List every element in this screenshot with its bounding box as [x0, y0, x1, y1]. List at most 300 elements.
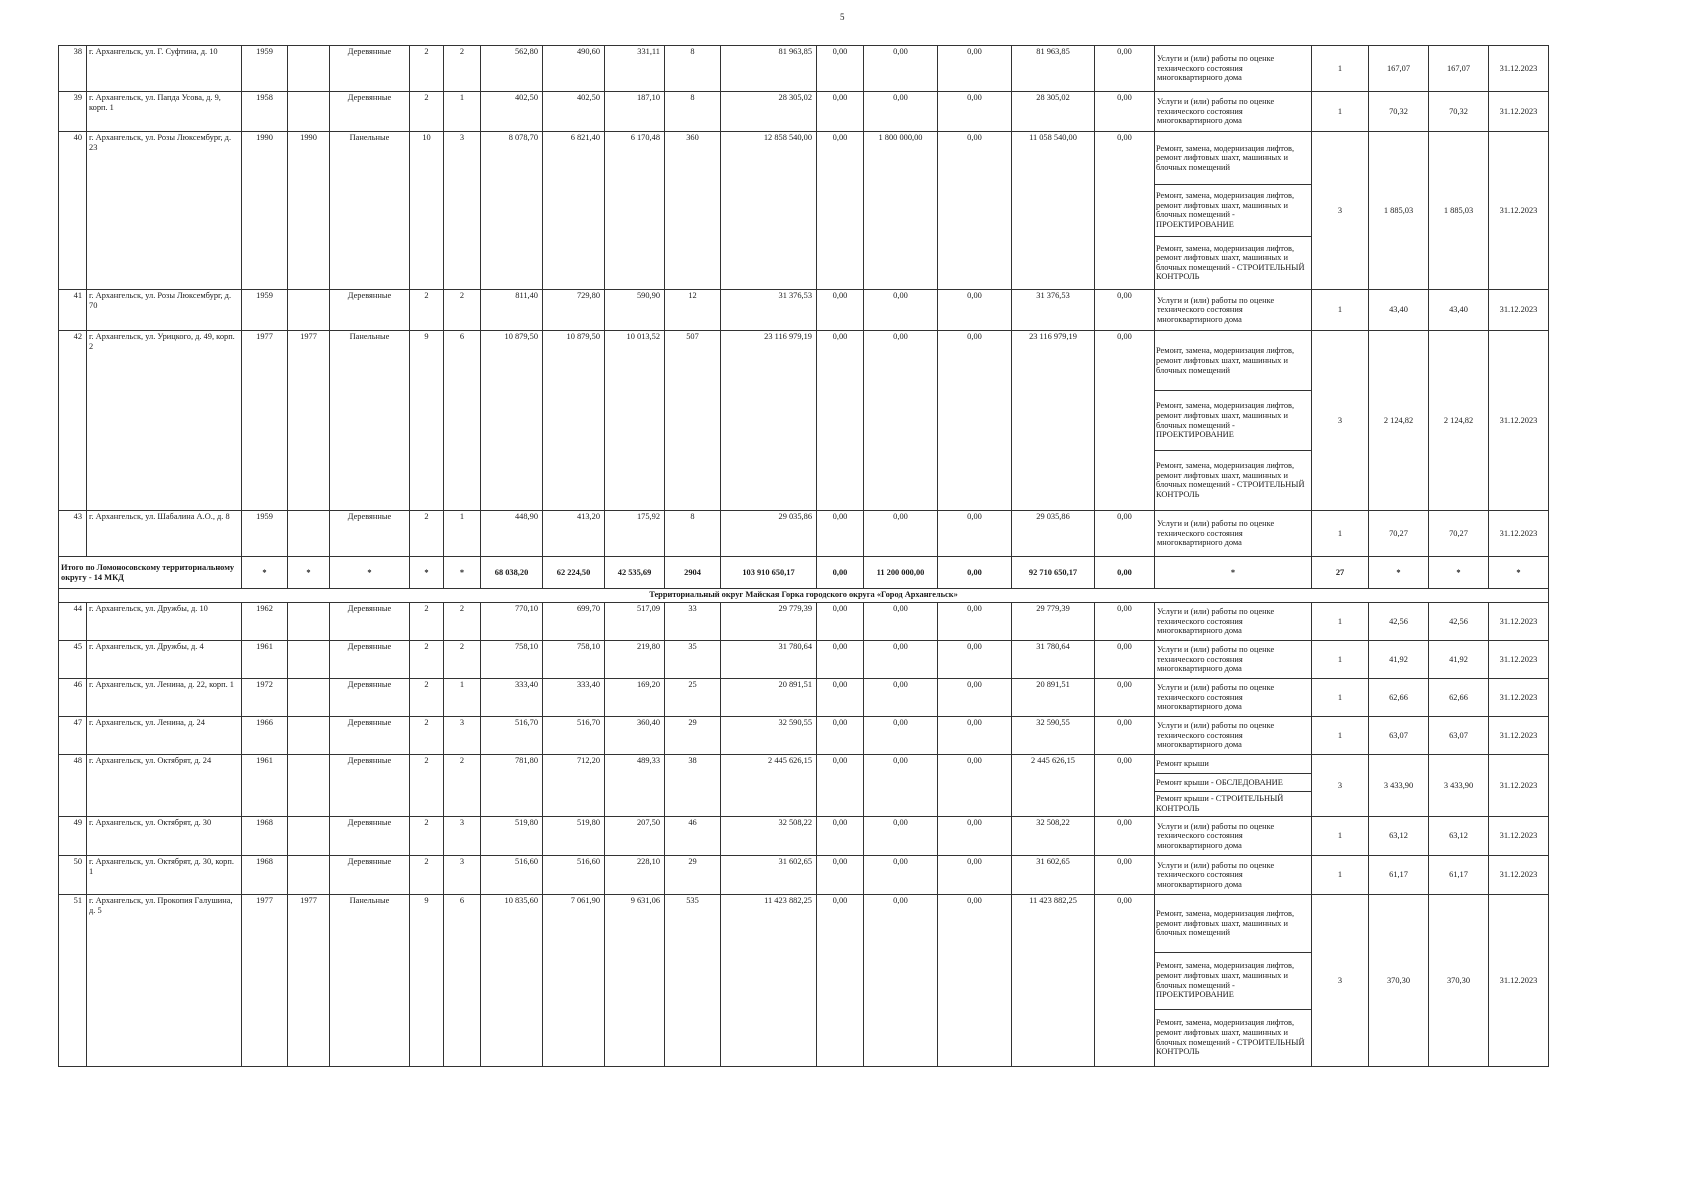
build-year-cell: 1961	[242, 641, 288, 679]
max-unit-cost-cell: 70,27	[1429, 511, 1489, 557]
section-title: Территориальный округ Майская Горка городского округа «Город Архангельск»	[59, 589, 1549, 603]
work-item: Услуги и (или) работы по оценке технического состояния многоквартирного дома	[1157, 519, 1275, 548]
premises-area-cell: 7 061,90	[543, 895, 605, 1067]
wall-material-cell: Деревянные	[330, 603, 410, 641]
fund-cell-3: 0,00	[938, 132, 1012, 290]
owners-funds-cell: 32 508,22	[1012, 817, 1095, 856]
entrances-cell: 2	[444, 46, 481, 92]
works-cell	[1155, 132, 1312, 290]
work-item: Ремонт, замена, модернизация лифтов, ремонт лифтовых шахт, машинных и блочных помещений	[1155, 133, 1311, 185]
address-cell: г. Архангельск, ул. Прокопия Галушина, д. 5	[87, 895, 242, 1067]
works-cell	[1155, 679, 1312, 717]
table-row	[59, 290, 1549, 331]
deadline-cell: 31.12.2023	[1489, 603, 1549, 641]
residents-cell: 8	[665, 46, 721, 92]
entrances-cell: 2	[444, 755, 481, 817]
fund-cell-5: 0,00	[1095, 717, 1155, 755]
total-area-cell: 10 835,60	[481, 895, 543, 1067]
table-row	[59, 331, 1549, 511]
unit-cost-cell: 1 885,03	[1369, 132, 1429, 290]
residential-area-cell: 207,50	[605, 817, 665, 856]
fund-cell-3: 0,00	[938, 895, 1012, 1067]
fund-cell-1: 0,00	[817, 679, 864, 717]
work-item: Ремонт, замена, модернизация лифтов, ремонт лифтовых шахт, машинных и блочных помещений - СТРОИТЕЛЬНЫЙ КОНТРОЛЬ	[1156, 1018, 1305, 1057]
deadline-cell: 31.12.2023	[1489, 856, 1549, 895]
premises-area-cell: 519,80	[543, 817, 605, 856]
fund-cell-1: 0,00	[817, 132, 864, 290]
residents-cell: 38	[665, 755, 721, 817]
fund-cell-3: 0,00	[938, 290, 1012, 331]
unit-cost-cell: 370,30	[1369, 895, 1429, 1067]
owners-funds-cell: 29 779,39	[1012, 603, 1095, 641]
row-number-cell: 39	[59, 92, 87, 132]
fund-cell-1: 0,00	[817, 755, 864, 817]
total-area-cell: 519,80	[481, 817, 543, 856]
total-cost-cell: 31 780,64	[721, 641, 817, 679]
entrances-cell: 3	[444, 856, 481, 895]
fund-cell-1: 0,00	[817, 290, 864, 331]
wall-material-cell: Панельные	[330, 132, 410, 290]
unit-cost-cell: 62,66	[1369, 679, 1429, 717]
premises-area-cell: 333,40	[543, 679, 605, 717]
deadline-cell: 31.12.2023	[1489, 641, 1549, 679]
table-row	[59, 511, 1549, 557]
fund-cell-5: 0,00	[1095, 603, 1155, 641]
wall-material-cell: Деревянные	[330, 856, 410, 895]
residential-area-cell: 228,10	[605, 856, 665, 895]
fund-cell-2: 1 800 000,00	[864, 132, 938, 290]
work-units-cell: 1	[1312, 717, 1369, 755]
deadline-cell: 31.12.2023	[1489, 817, 1549, 856]
residential-area-cell: 169,20	[605, 679, 665, 717]
max-unit-cost-cell: 61,17	[1429, 856, 1489, 895]
premises-area-cell: 516,70	[543, 717, 605, 755]
address-cell: г. Архангельск, ул. Папда Усова, д. 9, корп. 1	[87, 92, 242, 132]
total-area-cell: 516,60	[481, 856, 543, 895]
fund-cell-1: 0,00	[817, 331, 864, 511]
overhaul-year-cell: 1977	[288, 895, 330, 1067]
total-row	[59, 557, 1549, 589]
total-fund-2: 11 200 000,00	[864, 557, 938, 589]
overhaul-year-cell	[288, 856, 330, 895]
table-row	[59, 817, 1549, 856]
total-star-floors: *	[410, 557, 444, 589]
unit-cost-cell: 167,07	[1369, 46, 1429, 92]
residents-cell: 29	[665, 856, 721, 895]
overhaul-year-cell	[288, 290, 330, 331]
deadline-cell: 31.12.2023	[1489, 755, 1549, 817]
total-fund-5: 0,00	[1095, 557, 1155, 589]
wall-material-cell: Панельные	[330, 331, 410, 511]
total-fund-1: 0,00	[817, 557, 864, 589]
wall-material-cell: Панельные	[330, 895, 410, 1067]
deadline-cell: 31.12.2023	[1489, 132, 1549, 290]
fund-cell-5: 0,00	[1095, 92, 1155, 132]
work-units-cell: 3	[1312, 132, 1369, 290]
work-item: Ремонт, замена, модернизация лифтов, ремонт лифтовых шахт, машинных и блочных помещений - ПРОЕКТИРОВАНИЕ	[1155, 953, 1311, 1010]
address-cell: г. Архангельск, ул. Розы Люксембург, д. 70	[87, 290, 242, 331]
fund-cell-1: 0,00	[817, 717, 864, 755]
residents-cell: 29	[665, 717, 721, 755]
unit-cost-cell: 42,56	[1369, 603, 1429, 641]
work-item: Услуги и (или) работы по оценке технического состояния многоквартирного дома	[1157, 683, 1275, 712]
row-number-cell: 40	[59, 132, 87, 290]
work-item: Услуги и (или) работы по оценке технического состояния многоквартирного дома	[1157, 821, 1275, 850]
premises-area-cell: 413,20	[543, 511, 605, 557]
residents-cell: 12	[665, 290, 721, 331]
unit-cost-cell: 2 124,82	[1369, 331, 1429, 511]
overhaul-year-cell	[288, 717, 330, 755]
total-star-year: *	[242, 557, 288, 589]
build-year-cell: 1962	[242, 603, 288, 641]
fund-cell-1: 0,00	[817, 817, 864, 856]
overhaul-year-cell	[288, 641, 330, 679]
table-row	[59, 679, 1549, 717]
floors-cell: 2	[410, 679, 444, 717]
work-item: Ремонт, замена, модернизация лифтов, ремонт лифтовых шахт, машинных и блочных помещений - СТРОИТЕЛЬНЫЙ КОНТРОЛЬ	[1156, 460, 1305, 499]
total-star-year2: *	[288, 557, 330, 589]
fund-cell-5: 0,00	[1095, 755, 1155, 817]
entrances-cell: 2	[444, 603, 481, 641]
total-star-u1: *	[1369, 557, 1429, 589]
wall-material-cell: Деревянные	[330, 717, 410, 755]
premises-area-cell: 6 821,40	[543, 132, 605, 290]
max-unit-cost-cell: 70,32	[1429, 92, 1489, 132]
works-cell	[1155, 755, 1312, 817]
entrances-cell: 1	[444, 511, 481, 557]
deadline-cell: 31.12.2023	[1489, 717, 1549, 755]
unit-cost-cell: 61,17	[1369, 856, 1429, 895]
residential-area-cell: 187,10	[605, 92, 665, 132]
premises-area-cell: 699,70	[543, 603, 605, 641]
total-cost-cell: 11 423 882,25	[721, 895, 817, 1067]
residents-cell: 8	[665, 511, 721, 557]
total-units: 27	[1312, 557, 1369, 589]
entrances-cell: 6	[444, 331, 481, 511]
floors-cell: 2	[410, 641, 444, 679]
residential-area-cell: 175,92	[605, 511, 665, 557]
owners-funds-cell: 31 602,65	[1012, 856, 1095, 895]
work-units-cell: 1	[1312, 46, 1369, 92]
address-cell: г. Архангельск, ул. Дружбы, д. 4	[87, 641, 242, 679]
floors-cell: 10	[410, 132, 444, 290]
work-item: Ремонт крыши - СТРОИТЕЛЬНЫЙ КОНТРОЛЬ	[1156, 794, 1284, 813]
total-star-u2: *	[1429, 557, 1489, 589]
owners-funds-cell: 31 376,53	[1012, 290, 1095, 331]
fund-cell-5: 0,00	[1095, 290, 1155, 331]
floors-cell: 2	[410, 46, 444, 92]
address-cell: г. Архангельск, ул. Урицкого, д. 49, корп. 2	[87, 331, 242, 511]
overhaul-year-cell	[288, 817, 330, 856]
premises-area-cell: 402,50	[543, 92, 605, 132]
max-unit-cost-cell: 43,40	[1429, 290, 1489, 331]
deadline-cell: 31.12.2023	[1489, 679, 1549, 717]
total-area-cell: 516,70	[481, 717, 543, 755]
entrances-cell: 3	[444, 717, 481, 755]
total-area-cell: 448,90	[481, 511, 543, 557]
fund-cell-3: 0,00	[938, 511, 1012, 557]
residential-area-cell: 219,80	[605, 641, 665, 679]
row-number-cell: 48	[59, 755, 87, 817]
overhaul-year-cell	[288, 679, 330, 717]
owners-funds-cell: 11 058 540,00	[1012, 132, 1095, 290]
deadline-cell: 31.12.2023	[1489, 331, 1549, 511]
table-row	[59, 132, 1549, 290]
unit-cost-cell: 63,12	[1369, 817, 1429, 856]
total-area-sum: 68 038,20	[481, 557, 543, 589]
fund-cell-2: 0,00	[864, 679, 938, 717]
residents-cell: 25	[665, 679, 721, 717]
owners-funds-cell: 23 116 979,19	[1012, 331, 1095, 511]
row-number-cell: 47	[59, 717, 87, 755]
fund-cell-3: 0,00	[938, 46, 1012, 92]
deadline-cell: 31.12.2023	[1489, 511, 1549, 557]
owners-funds-cell: 28 305,02	[1012, 92, 1095, 132]
table-row	[59, 856, 1549, 895]
max-unit-cost-cell: 62,66	[1429, 679, 1489, 717]
overhaul-year-cell	[288, 603, 330, 641]
residents-cell: 8	[665, 92, 721, 132]
address-cell: г. Архангельск, ул. Розы Люксембург, д. 23	[87, 132, 242, 290]
row-number-cell: 49	[59, 817, 87, 856]
premises-area-cell: 712,20	[543, 755, 605, 817]
work-item: Услуги и (или) работы по оценке технического состояния многоквартирного дома	[1157, 97, 1275, 126]
build-year-cell: 1961	[242, 755, 288, 817]
total-cost-cell: 2 445 626,15	[721, 755, 817, 817]
total-owners-funds: 92 710 650,17	[1012, 557, 1095, 589]
owners-funds-cell: 31 780,64	[1012, 641, 1095, 679]
residents-cell: 35	[665, 641, 721, 679]
max-unit-cost-cell: 63,07	[1429, 717, 1489, 755]
total-area-cell: 811,40	[481, 290, 543, 331]
fund-cell-2: 0,00	[864, 331, 938, 511]
row-number-cell: 45	[59, 641, 87, 679]
total-cost-cell: 31 602,65	[721, 856, 817, 895]
residential-area-cell: 331,11	[605, 46, 665, 92]
address-cell: г. Архангельск, ул. Шабалина А.О., д. 8	[87, 511, 242, 557]
table-row	[59, 895, 1549, 1067]
overhaul-year-cell: 1990	[288, 132, 330, 290]
works-cell	[1155, 290, 1312, 331]
works-cell	[1155, 817, 1312, 856]
fund-cell-3: 0,00	[938, 755, 1012, 817]
fund-cell-5: 0,00	[1095, 679, 1155, 717]
total-residents-sum: 2904	[665, 557, 721, 589]
fund-cell-2: 0,00	[864, 755, 938, 817]
overhaul-year-cell	[288, 511, 330, 557]
floors-cell: 9	[410, 331, 444, 511]
fund-cell-2: 0,00	[864, 92, 938, 132]
wall-material-cell: Деревянные	[330, 290, 410, 331]
capital-repair-table	[58, 45, 1549, 1067]
unit-cost-cell: 3 433,90	[1369, 755, 1429, 817]
premises-area-cell: 516,60	[543, 856, 605, 895]
fund-cell-2: 0,00	[864, 641, 938, 679]
address-cell: г. Архангельск, ул. Октябрят, д. 30, корп. 1	[87, 856, 242, 895]
floors-cell: 2	[410, 817, 444, 856]
premises-area-cell: 758,10	[543, 641, 605, 679]
table-row	[59, 641, 1549, 679]
fund-cell-5: 0,00	[1095, 331, 1155, 511]
residential-area-cell: 590,90	[605, 290, 665, 331]
build-year-cell: 1990	[242, 132, 288, 290]
fund-cell-3: 0,00	[938, 331, 1012, 511]
works-cell	[1155, 511, 1312, 557]
max-unit-cost-cell: 370,30	[1429, 895, 1489, 1067]
fund-cell-3: 0,00	[938, 603, 1012, 641]
work-units-cell: 1	[1312, 641, 1369, 679]
floors-cell: 2	[410, 856, 444, 895]
total-area-cell: 770,10	[481, 603, 543, 641]
owners-funds-cell: 32 590,55	[1012, 717, 1095, 755]
work-units-cell: 1	[1312, 679, 1369, 717]
fund-cell-2: 0,00	[864, 511, 938, 557]
fund-cell-5: 0,00	[1095, 641, 1155, 679]
fund-cell-1: 0,00	[817, 856, 864, 895]
fund-cell-5: 0,00	[1095, 46, 1155, 92]
total-cost-cell: 32 590,55	[721, 717, 817, 755]
fund-cell-5: 0,00	[1095, 817, 1155, 856]
premises-area-cell: 10 879,50	[543, 331, 605, 511]
works-cell	[1155, 331, 1312, 511]
total-cost-cell: 29 035,86	[721, 511, 817, 557]
deadline-cell: 31.12.2023	[1489, 46, 1549, 92]
owners-funds-cell: 20 891,51	[1012, 679, 1095, 717]
work-item: Услуги и (или) работы по оценке технического состояния многоквартирного дома	[1157, 295, 1275, 324]
row-number-cell: 41	[59, 290, 87, 331]
work-item: Услуги и (или) работы по оценке технического состояния многоквартирного дома	[1157, 54, 1275, 83]
max-unit-cost-cell: 41,92	[1429, 641, 1489, 679]
fund-cell-1: 0,00	[817, 641, 864, 679]
fund-cell-1: 0,00	[817, 511, 864, 557]
wall-material-cell: Деревянные	[330, 46, 410, 92]
fund-cell-2: 0,00	[864, 717, 938, 755]
work-units-cell: 1	[1312, 511, 1369, 557]
fund-cell-1: 0,00	[817, 92, 864, 132]
work-item: Ремонт, замена, модернизация лифтов, ремонт лифтовых шахт, машинных и блочных помещений	[1155, 332, 1311, 392]
build-year-cell: 1972	[242, 679, 288, 717]
residential-area-cell: 517,09	[605, 603, 665, 641]
works-cell	[1155, 641, 1312, 679]
work-units-cell: 3	[1312, 895, 1369, 1067]
work-units-cell: 1	[1312, 856, 1369, 895]
fund-cell-2: 0,00	[864, 856, 938, 895]
unit-cost-cell: 70,27	[1369, 511, 1429, 557]
work-units-cell: 3	[1312, 755, 1369, 817]
row-number-cell: 43	[59, 511, 87, 557]
build-year-cell: 1959	[242, 511, 288, 557]
fund-cell-2: 0,00	[864, 46, 938, 92]
works-cell	[1155, 92, 1312, 132]
floors-cell: 2	[410, 511, 444, 557]
overhaul-year-cell: 1977	[288, 331, 330, 511]
row-number-cell: 44	[59, 603, 87, 641]
works-cell	[1155, 895, 1312, 1067]
entrances-cell: 3	[444, 132, 481, 290]
work-item: Ремонт, замена, модернизация лифтов, ремонт лифтовых шахт, машинных и блочных помещений - СТРОИТЕЛЬНЫЙ КОНТРОЛЬ	[1156, 243, 1305, 282]
page-number: 5	[840, 12, 845, 22]
work-item: Ремонт крыши - ОБСЛЕДОВАНИЕ	[1155, 774, 1311, 792]
total-star-date: *	[1489, 557, 1549, 589]
residential-area-cell: 10 013,52	[605, 331, 665, 511]
wall-material-cell: Деревянные	[330, 679, 410, 717]
total-area-cell: 333,40	[481, 679, 543, 717]
floors-cell: 2	[410, 603, 444, 641]
unit-cost-cell: 43,40	[1369, 290, 1429, 331]
work-item: Услуги и (или) работы по оценке технического состояния многоквартирного дома	[1157, 721, 1275, 750]
total-area-cell: 781,80	[481, 755, 543, 817]
works-cell	[1155, 717, 1312, 755]
fund-cell-1: 0,00	[817, 603, 864, 641]
address-cell: г. Архангельск, ул. Дружбы, д. 10	[87, 603, 242, 641]
max-unit-cost-cell: 167,07	[1429, 46, 1489, 92]
work-units-cell: 3	[1312, 331, 1369, 511]
owners-funds-cell: 2 445 626,15	[1012, 755, 1095, 817]
overhaul-year-cell	[288, 755, 330, 817]
row-number-cell: 42	[59, 331, 87, 511]
work-units-cell: 1	[1312, 92, 1369, 132]
section-header-row	[59, 589, 1549, 603]
residents-cell: 360	[665, 132, 721, 290]
build-year-cell: 1977	[242, 331, 288, 511]
residential-area-cell: 360,40	[605, 717, 665, 755]
work-item: Услуги и (или) работы по оценке технического состояния многоквартирного дома	[1157, 607, 1275, 636]
total-area-cell: 8 078,70	[481, 132, 543, 290]
total-area-cell: 10 879,50	[481, 331, 543, 511]
owners-funds-cell: 11 423 882,25	[1012, 895, 1095, 1067]
total-area-cell: 758,10	[481, 641, 543, 679]
deadline-cell: 31.12.2023	[1489, 290, 1549, 331]
deadline-cell: 31.12.2023	[1489, 92, 1549, 132]
total-cost-cell: 31 376,53	[721, 290, 817, 331]
max-unit-cost-cell: 3 433,90	[1429, 755, 1489, 817]
total-area-cell: 562,80	[481, 46, 543, 92]
row-number-cell: 46	[59, 679, 87, 717]
entrances-cell: 6	[444, 895, 481, 1067]
wall-material-cell: Деревянные	[330, 92, 410, 132]
floors-cell: 9	[410, 895, 444, 1067]
total-star-material: *	[330, 557, 410, 589]
address-cell: г. Архангельск, ул. Ленина, д. 22, корп. 1	[87, 679, 242, 717]
total-cost-cell: 20 891,51	[721, 679, 817, 717]
address-cell: г. Архангельск, ул. Г. Суфтина, д. 10	[87, 46, 242, 92]
floors-cell: 2	[410, 717, 444, 755]
total-label: Итого по Ломоносовскому территориальному округу - 14 МКД	[59, 557, 242, 589]
fund-cell-3: 0,00	[938, 92, 1012, 132]
owners-funds-cell: 81 963,85	[1012, 46, 1095, 92]
owners-funds-cell: 29 035,86	[1012, 511, 1095, 557]
residential-area-cell: 9 631,06	[605, 895, 665, 1067]
premises-area-cell: 490,60	[543, 46, 605, 92]
work-units-cell: 1	[1312, 817, 1369, 856]
works-cell	[1155, 46, 1312, 92]
build-year-cell: 1968	[242, 817, 288, 856]
work-item: Ремонт, замена, модернизация лифтов, ремонт лифтовых шахт, машинных и блочных помещений - ПРОЕКТИРОВАНИЕ	[1155, 391, 1311, 451]
work-item: Услуги и (или) работы по оценке технического состояния многоквартирного дома	[1157, 645, 1275, 674]
fund-cell-5: 0,00	[1095, 132, 1155, 290]
build-year-cell: 1958	[242, 92, 288, 132]
entrances-cell: 1	[444, 679, 481, 717]
wall-material-cell: Деревянные	[330, 641, 410, 679]
table-row	[59, 46, 1549, 92]
fund-cell-1: 0,00	[817, 46, 864, 92]
total-star-works: *	[1155, 557, 1312, 589]
fund-cell-5: 0,00	[1095, 511, 1155, 557]
fund-cell-2: 0,00	[864, 895, 938, 1067]
total-star-entrances: *	[444, 557, 481, 589]
total-cost-sum: 103 910 650,17	[721, 557, 817, 589]
row-number-cell: 50	[59, 856, 87, 895]
